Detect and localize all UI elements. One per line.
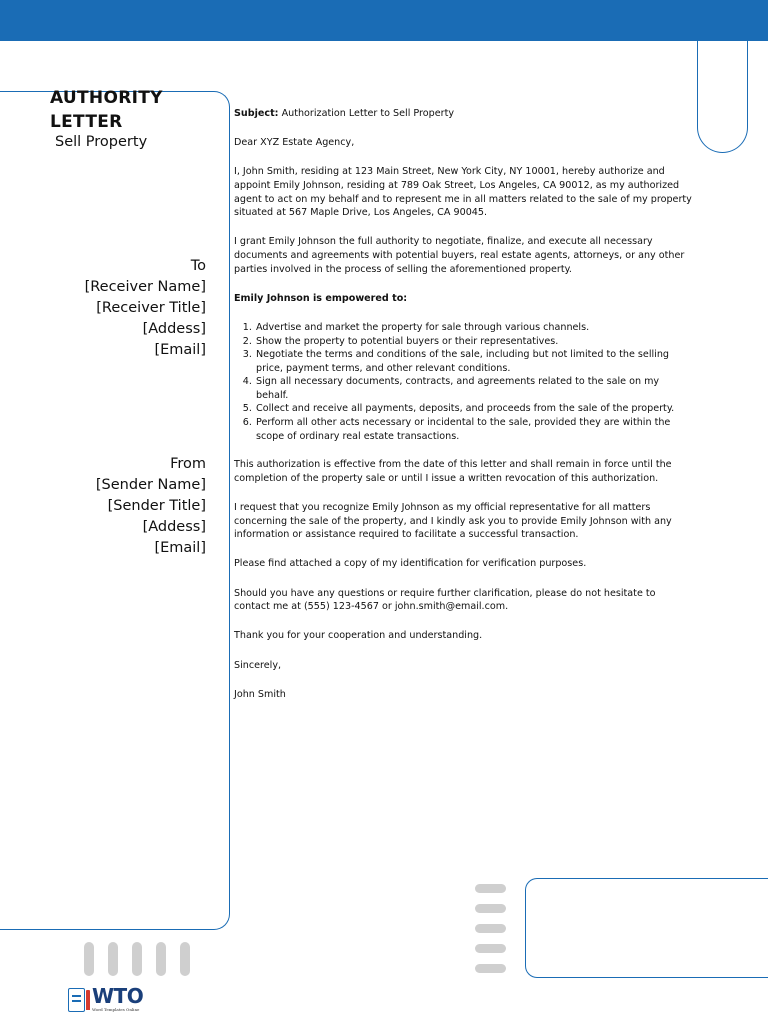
signature-name: John Smith	[234, 688, 286, 700]
subject-label: Subject:	[234, 108, 279, 119]
title-line-2: LETTER	[50, 112, 123, 132]
decor-pill	[84, 942, 94, 976]
wto-logo	[68, 986, 143, 1012]
paragraph-7: Thank you for your cooperation and understanding.	[234, 630, 483, 642]
decor-pill	[475, 944, 506, 953]
top-right-decorative-pill	[697, 28, 748, 153]
decor-pill	[475, 884, 506, 893]
logo-tagline: Word Templates Online	[92, 1007, 140, 1012]
salutation: Dear XYZ Estate Agency,	[234, 137, 355, 149]
list-item: 3. Negotiate the terms and conditions of the sale, including but not limited to the selling price, payment terms, and other relevant conditions.	[255, 348, 694, 375]
subject-text: Authorization Letter to Sell Property	[278, 108, 455, 119]
letter-body	[234, 107, 694, 717]
vertical-pill-decoration	[84, 942, 190, 976]
decor-pill	[156, 942, 166, 976]
horizontal-pill-decoration	[475, 884, 506, 984]
top-header-bar	[0, 0, 768, 41]
subject-line	[234, 107, 694, 121]
sender-title: [Sender Title]	[107, 498, 206, 514]
logo-text: WTO	[92, 984, 144, 1008]
list-item: 4. Sign all necessary documents, contracts, and agreements related to the sale on my behalf.	[255, 375, 694, 402]
paragraph-5: Please find attached a copy of my identification for verification purposes.	[234, 558, 587, 570]
decor-pill	[475, 964, 506, 973]
recipient-block	[85, 256, 206, 361]
list-item: 1. Advertise and market the property for sale through various channels.	[255, 321, 694, 335]
document-subtitle: Sell Property	[55, 134, 148, 150]
pen-icon	[86, 990, 90, 1010]
decor-pill	[132, 942, 142, 976]
document-pen-icon	[68, 988, 85, 1012]
receiver-address: [Addess]	[142, 321, 206, 337]
list-item: 6. Perform all other acts necessary or incidental to the sale, provided they are within the scope of ordinary real estate transactions.	[255, 416, 694, 443]
decor-pill	[108, 942, 118, 976]
paragraph-4: I request that you recognize Emily Johnson as my official representative for all matters concerning the sale of the property, and I kindly ask you to provide Emily Johnson with any information or assistance required to facilitate a successful transaction.	[234, 502, 672, 541]
receiver-name: [Receiver Name]	[84, 279, 206, 295]
document-title	[50, 86, 163, 134]
to-label: To	[190, 258, 206, 274]
bottom-right-decorative-box	[525, 878, 768, 978]
title-line-1: AUTHORITY	[50, 88, 163, 108]
paragraph-3: This authorization is effective from the date of this letter and shall remain in force until the completion of the property sale or until I issue a written revocation of this authorization.	[234, 459, 672, 484]
sender-name: [Sender Name]	[95, 477, 206, 493]
decor-pill	[180, 942, 190, 976]
sender-address: [Addess]	[142, 519, 206, 535]
paragraph-2: I grant Emily Johnson the full authority to negotiate, finalize, and execute all necessary documents and agreements with potential buyers, real estate agents, attorneys, or any other parties involved in the process of selling the aforementioned property.	[234, 236, 685, 275]
closing: Sincerely,	[234, 659, 282, 671]
list-item: 5. Collect and receive all payments, deposits, and proceeds from the sale of the property.	[255, 402, 694, 416]
paragraph-1: I, John Smith, residing at 123 Main Street, New York City, NY 10001, hereby authorize and appoint Emily Johnson, residing at 789 Oak Street, Los Angeles, CA 90012, as my authorized agent to act on my behalf and to represent me in all matters related to the sale of my property situated at 567 Maple Drive, Los Angeles, CA 90045.	[234, 166, 692, 219]
sender-email: [Email]	[154, 540, 206, 556]
receiver-email: [Email]	[154, 342, 206, 358]
decor-pill	[475, 924, 506, 933]
paragraph-6: Should you have any questions or require further clarification, please do not hesitate to contact me at (555) 123-4567 or john.smith@email.com.	[234, 587, 656, 613]
receiver-title: [Receiver Title]	[96, 300, 206, 316]
powers-list	[234, 321, 694, 443]
decor-pill	[475, 904, 506, 913]
sender-block	[96, 454, 206, 559]
empowered-heading: Emily Johnson is empowered to:	[234, 292, 408, 304]
from-label: From	[170, 456, 206, 472]
list-item: 2. Show the property to potential buyers or their representatives.	[255, 335, 694, 349]
